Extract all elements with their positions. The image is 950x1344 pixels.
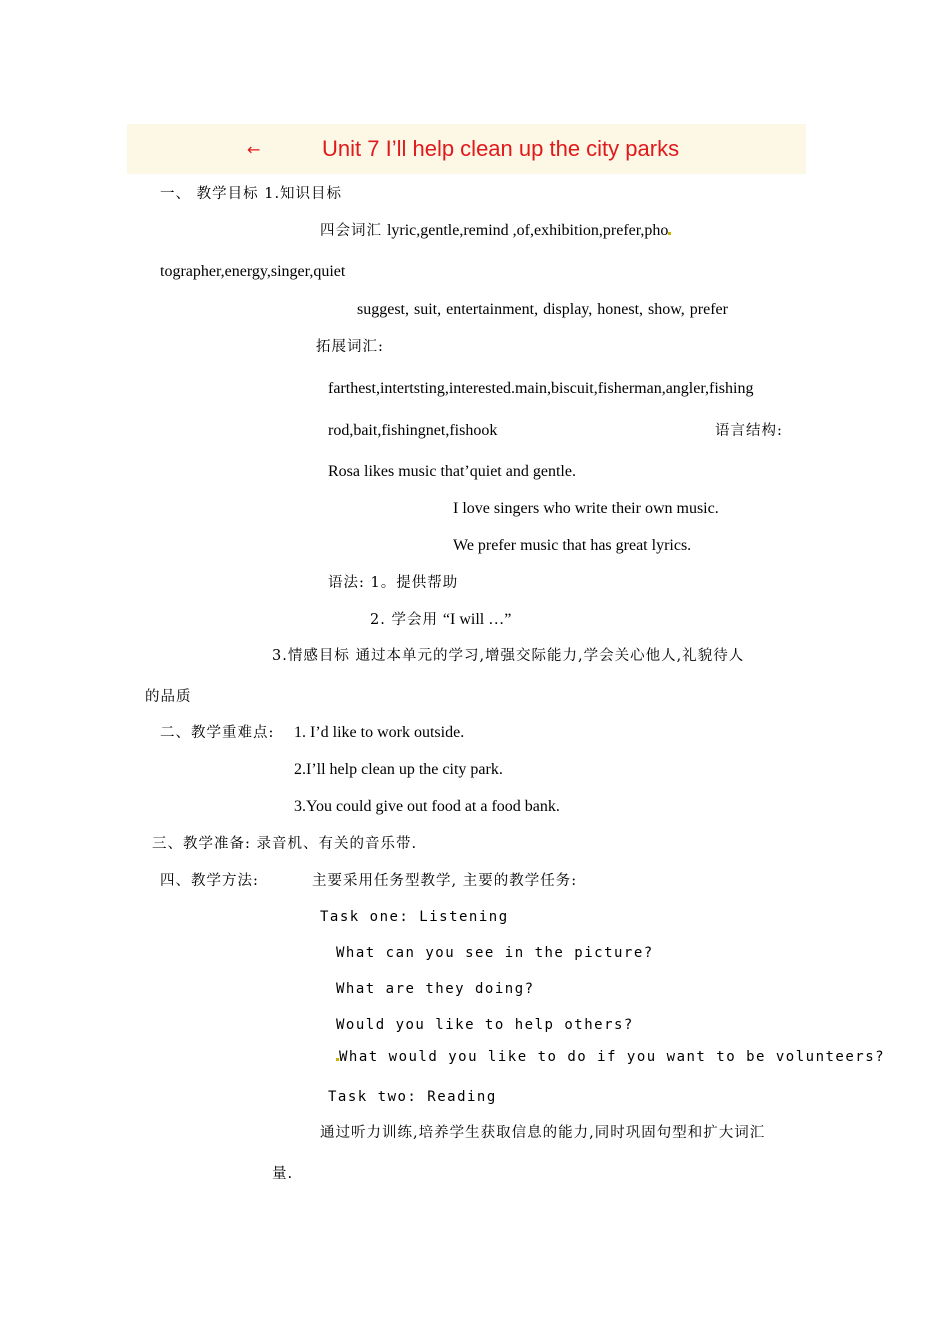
task-two-label: Task two: Reading xyxy=(328,1089,497,1105)
grammar-point2-label: 2. 学会用 xyxy=(370,612,438,628)
key-point3: 3.You could give out food at a food bank. xyxy=(294,798,560,815)
task-description-line2: 量. xyxy=(272,1166,294,1182)
structure-sentence1: Rosa likes music that’quiet and gentle. xyxy=(328,463,576,480)
task-one-label: Task one: Listening xyxy=(320,909,509,925)
emotion-goal-line2: 的品质 xyxy=(145,689,192,705)
section3-text: 三、教学准备: 录音机、有关的音乐带. xyxy=(152,836,418,852)
task-description-line1: 通过听力训练,培养学生获取信息的能力,同时巩固句型和扩大词汇 xyxy=(320,1125,766,1141)
left-arrow-icon: ← xyxy=(247,140,261,159)
question-4 xyxy=(336,1047,885,1067)
vocab-line1 xyxy=(320,220,671,241)
vocab-words-1: lyric,gentle,remind ,of,exhibition,prefer,pho xyxy=(386,222,669,239)
extension-line1: farthest,intertsting,interested.main,biscuit,fisherman,angler,fishing xyxy=(328,380,754,397)
emotion-goal-line1: 3.情感目标 通过本单元的学习,增强交际能力,学会关心他人,礼貌待人 xyxy=(272,648,745,664)
marker-dot xyxy=(668,232,671,235)
structure-sentence3: We prefer music that has great lyrics. xyxy=(453,537,692,554)
extension-line2: rod,bait,fishingnet,fishook xyxy=(328,422,498,439)
document-title: Unit 7 I’ll help clean up the city parks xyxy=(322,136,680,161)
extension-label: 拓展词汇: xyxy=(316,339,384,355)
question-2: What are they doing? xyxy=(336,981,535,997)
grammar-point2-text: “I will …” xyxy=(442,611,512,628)
question-3: Would you like to help others? xyxy=(336,1017,634,1033)
section2-heading: 二、教学重难点: xyxy=(160,725,275,741)
section4-heading: 四、教学方法: xyxy=(160,873,259,889)
vocab-label: 四会词汇 xyxy=(320,223,382,239)
grammar-point2 xyxy=(370,609,511,630)
section1-heading: 一、 教学目标 1.知识目标 xyxy=(160,186,343,202)
structure-sentence2: I love singers who write their own music. xyxy=(453,500,719,517)
vocab-line2: tographer,energy,singer,quiet xyxy=(160,263,346,280)
question-4-text: What would you like to do if you want to be volunteers? xyxy=(339,1049,886,1065)
grammar-point1: 语法: 1。提供帮助 xyxy=(328,575,459,591)
key-point1: 1. I’d like to work outside. xyxy=(294,724,465,741)
key-point2: 2.I’ll help clean up the city park. xyxy=(294,761,503,778)
question-1: What can you see in the picture? xyxy=(336,945,654,961)
vocab-line3: suggest, suit, entertainment, display, honest, show, prefer xyxy=(357,301,728,318)
teaching-method: 主要采用任务型教学, 主要的教学任务: xyxy=(312,873,578,889)
structure-label: 语言结构: xyxy=(715,423,783,439)
